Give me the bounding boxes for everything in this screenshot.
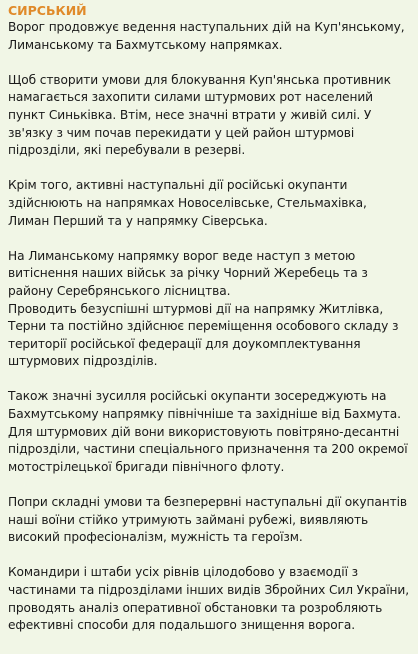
message-paragraph: Також значні зусилля російські окупанти зосереджують на Бахмутському напрямку північніше та західніше від Бахмута. [8,389,401,422]
paragraph-gap [8,476,410,494]
message-paragraph: Крім того, активні наступальні дії російські окупанти здійснюють на напрямках Новоселівське, Стельмахівка, Лиман Перший та у напрямку Сіверська. [8,178,367,228]
message-paragraph: Попри складні умови та безперервні наступальні дії окупантів наші воїни стійко утримують займані рубежі, виявляють високий професіоналізм, мужність та героїзм. [8,495,407,545]
paragraph-gap [8,547,410,565]
message-paragraph: Командири і штаби усіх рівнів цілодобово у взаємодії з частинами та підрозділами інших видів Збройних Сил України, проводять аналіз оперативної обстановки та розробляють ефективні способи для подальшого знищення ворога. [8,565,410,633]
message-paragraph: Ворог продовжує ведення наступальних дій на Куп'янському, Лиманському та Бахмутському напрямках. [8,20,405,52]
message-paragraph: Проводить безуспішні штурмові дії на напрямку Житлівка, Терни та постійно здійснює переміщення особового складу з території російської федерації для доукомплектування штурмових підрозділів. [8,301,399,369]
paragraph-gap [8,54,410,72]
paragraph-gap [8,160,410,178]
message-paragraph: На Лиманському напрямку ворог веде наступ з метою витіснення наших військ за річку Чорний Жеребець та з району Серебрянського лісництва. [8,248,368,298]
paragraph-gap [8,230,410,248]
message-paragraph: Щоб створити умови для блокування Куп'янська противник намагається захопити силами штурмових рот населений пункт Синьківка. Втім, несе значні втрати у живій силі. У зв'язку з чим почав перекидати у цей район штурмові підрозділи, які перебували в резерві. [8,72,391,158]
paragraph-gap [8,371,410,389]
message-paragraph: Для штурмових дій вони використовують повітряно-десантні підрозділи, частини спеціального призначення та 200 окремої мотострілецької бригади північного флоту. [8,424,408,474]
author-name[interactable]: СИРСЬКИЙ [8,3,87,18]
